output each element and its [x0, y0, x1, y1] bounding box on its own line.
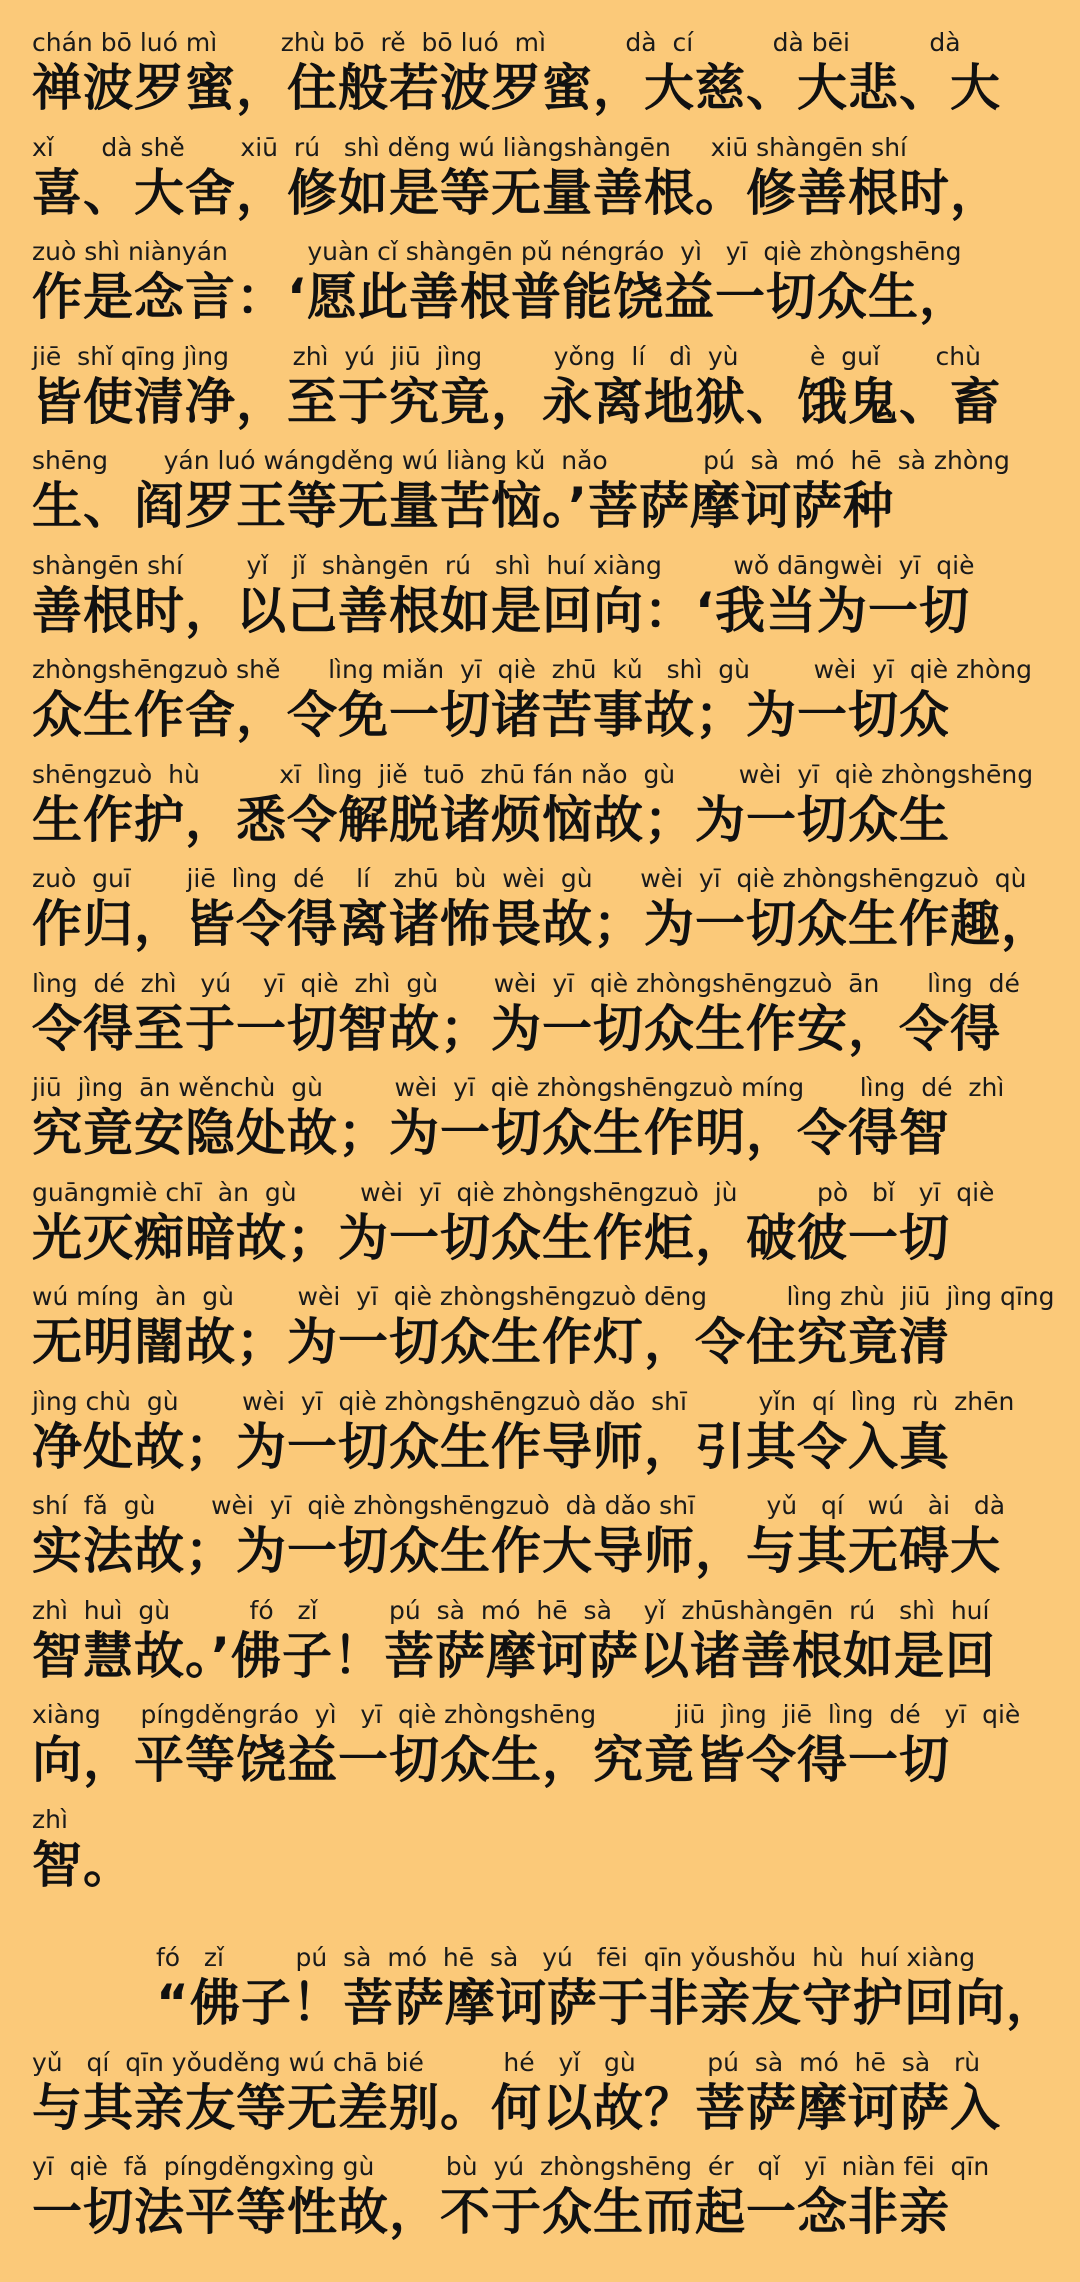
pinyin-annotation: zhì: [32, 1804, 68, 1834]
chinese-text: 净处故；为一切众生作导师，引其令入真: [32, 1417, 950, 1476]
pinyin-annotation: zuò shì niànyán yuàn cǐ shàngēn pǔ néngráo yì yī qiè zhòngshēng: [32, 237, 962, 266]
chinese-text: 生作护，悉令解脱诸烦恼故；为一切众生: [32, 790, 950, 849]
text-line: [32, 2152, 1048, 2257]
pinyin-annotation: jiū jìng ān wěnchù gù wèi yī qiè zhòngshēngzuò míng lìng dé zhì: [32, 1073, 1005, 1102]
pinyin-annotation: guāngmiè chī àn gù wèi yī qiè zhòngshēngzuò jù pò bǐ yī qiè: [32, 1177, 995, 1207]
pinyin-annotation: zhì huì gù fó zǐ pú sà mó hē sà yǐ zhūshàngēn rú shì huí: [32, 1595, 990, 1625]
pinyin-annotation: jìng chù gù wèi yī qiè zhòngshēngzuò dǎo shī yǐn qí lìng rù zhēn: [32, 1386, 1015, 1416]
pinyin-annotation: shēng yán luó wángděng wú liàng kǔ nǎo pú sà mó hē sà zhòng: [32, 446, 1010, 475]
chinese-text: 智慧故。’佛子！菩萨摩诃萨以诸善根如是回: [32, 1626, 996, 1685]
text-line: [32, 1073, 1048, 1178]
text-line: [32, 655, 1048, 760]
chinese-text: 令得至于一切智故；为一切众生作安，令得: [32, 999, 1001, 1058]
text-line: [32, 133, 1048, 238]
pinyin-annotation: wú míng àn gù wèi yī qiè zhòngshēngzuò dēng lìng zhù jiū jìng qīng: [32, 1282, 1055, 1311]
chinese-text: 善根时，以己善根如是回向：‘我当为一切: [32, 581, 970, 640]
chinese-text: 与其亲友等无差别。何以故？菩萨摩诃萨入: [32, 2078, 1001, 2137]
pinyin-annotation: xiàng píngděngráo yì yī qiè zhòngshēng jiū jìng jiē lìng dé yī qiè: [32, 1700, 1021, 1729]
chinese-text: 光灭痴暗故；为一切众生作炬，破彼一切: [32, 1208, 950, 1267]
text-line: [32, 446, 1048, 551]
text-line: [32, 28, 1048, 133]
text-line: [32, 864, 1052, 969]
text-line: [32, 2048, 1048, 2153]
text-line: [32, 1596, 1048, 1701]
text-line: [32, 237, 1048, 342]
chinese-text: 实法故；为一切众生作大导师，与其无碍大: [32, 1522, 1001, 1580]
text-line: [32, 1178, 1048, 1283]
chinese-text: 禅波罗蜜，住般若波罗蜜，大慈、大悲、大: [32, 59, 1001, 117]
text-line: [32, 342, 1048, 447]
pinyin-annotation: yǔ qí qīn yǒuděng wú chā bié hé yǐ gù pú sà mó hē sà rù: [32, 2047, 981, 2077]
chinese-text: 生、阎罗王等无量苦恼。’菩萨摩诃萨种: [32, 477, 894, 535]
pinyin-annotation: chán bō luó mì zhù bō rě bō luó mì dà cí dà bēi dà: [32, 28, 961, 57]
pinyin-annotation: shēngzuò hù xī lìng jiě tuō zhū fán nǎo gù wèi yī qiè zhòngshēng: [32, 759, 1034, 789]
pinyin-annotation: fó zǐ pú sà mó hē sà yú fēi qīn yǒushǒu hù huí xiàng: [156, 1943, 976, 1972]
pinyin-annotation: zuò guī jiē lìng dé lí zhū bù wèi gù wèi yī qiè zhòngshēngzuò qù: [32, 864, 1027, 893]
chinese-text: 作归，皆令得离诸怖畏故；为一切众生作趣，: [32, 895, 1052, 953]
text-line: [32, 969, 1048, 1074]
text-line: [32, 551, 1048, 656]
chinese-text: 智。: [32, 1835, 134, 1894]
chinese-text: 皆使清净，至于究竟，永离地狱、饿鬼、畜: [32, 372, 1001, 431]
chinese-text: 作是念言：‘愿此善根普能饶益一切众生，: [32, 268, 970, 326]
text-line: [32, 1805, 1048, 1910]
text-line: [32, 1282, 1055, 1387]
chinese-text: 无明闇故；为一切众生作灯，令住究竟清: [32, 1313, 950, 1371]
chinese-text: 向，平等饶益一切众生，究竟皆令得一切: [32, 1731, 950, 1789]
pinyin-annotation: shàngēn shí yǐ jǐ shàngēn rú shì huí xiàng wǒ dāngwèi yī qiè: [32, 550, 975, 580]
chinese-text: 究竟安隐处故；为一切众生作明，令得智: [32, 1104, 950, 1162]
chinese-text: 一切法平等性故，不于众生而起一念非亲: [32, 2183, 950, 2241]
text-line: [32, 1387, 1048, 1492]
text-line: [32, 1943, 1057, 2048]
chinese-text: 喜、大舍，修如是等无量善根。修善根时，: [32, 163, 1001, 222]
text-line: [32, 1491, 1048, 1596]
chinese-text: “佛子！菩萨摩诃萨于非亲友守护回向，: [156, 1974, 1057, 2032]
chinese-text: 众生作舍，令免一切诸苦事故；为一切众: [32, 686, 950, 744]
pinyin-annotation: jiē shǐ qīng jìng zhì yú jiū jìng yǒng lí dì yù è guǐ chù: [32, 341, 981, 371]
pinyin-annotation: yī qiè fǎ píngděngxìng gù bù yú zhòngshēng ér qǐ yī niàn fēi qīn: [32, 2152, 990, 2181]
text-line: [32, 1700, 1048, 1805]
pinyin-annotation: lìng dé zhì yú yī qiè zhì gù wèi yī qiè zhòngshēngzuò ān lìng dé: [32, 968, 1020, 998]
text-line: [32, 760, 1048, 865]
pinyin-annotation: xǐ dà shě xiū rú shì děng wú liàngshàngēn xiū shàngēn shí: [32, 132, 907, 162]
pinyin-annotation: shí fǎ gù wèi yī qiè zhòngshēngzuò dà dǎo shī yǔ qí wú ài dà: [32, 1491, 1006, 1520]
pinyin-annotation: zhòngshēngzuò shě lìng miǎn yī qiè zhū kǔ shì gù wèi yī qiè zhòng: [32, 655, 1032, 684]
